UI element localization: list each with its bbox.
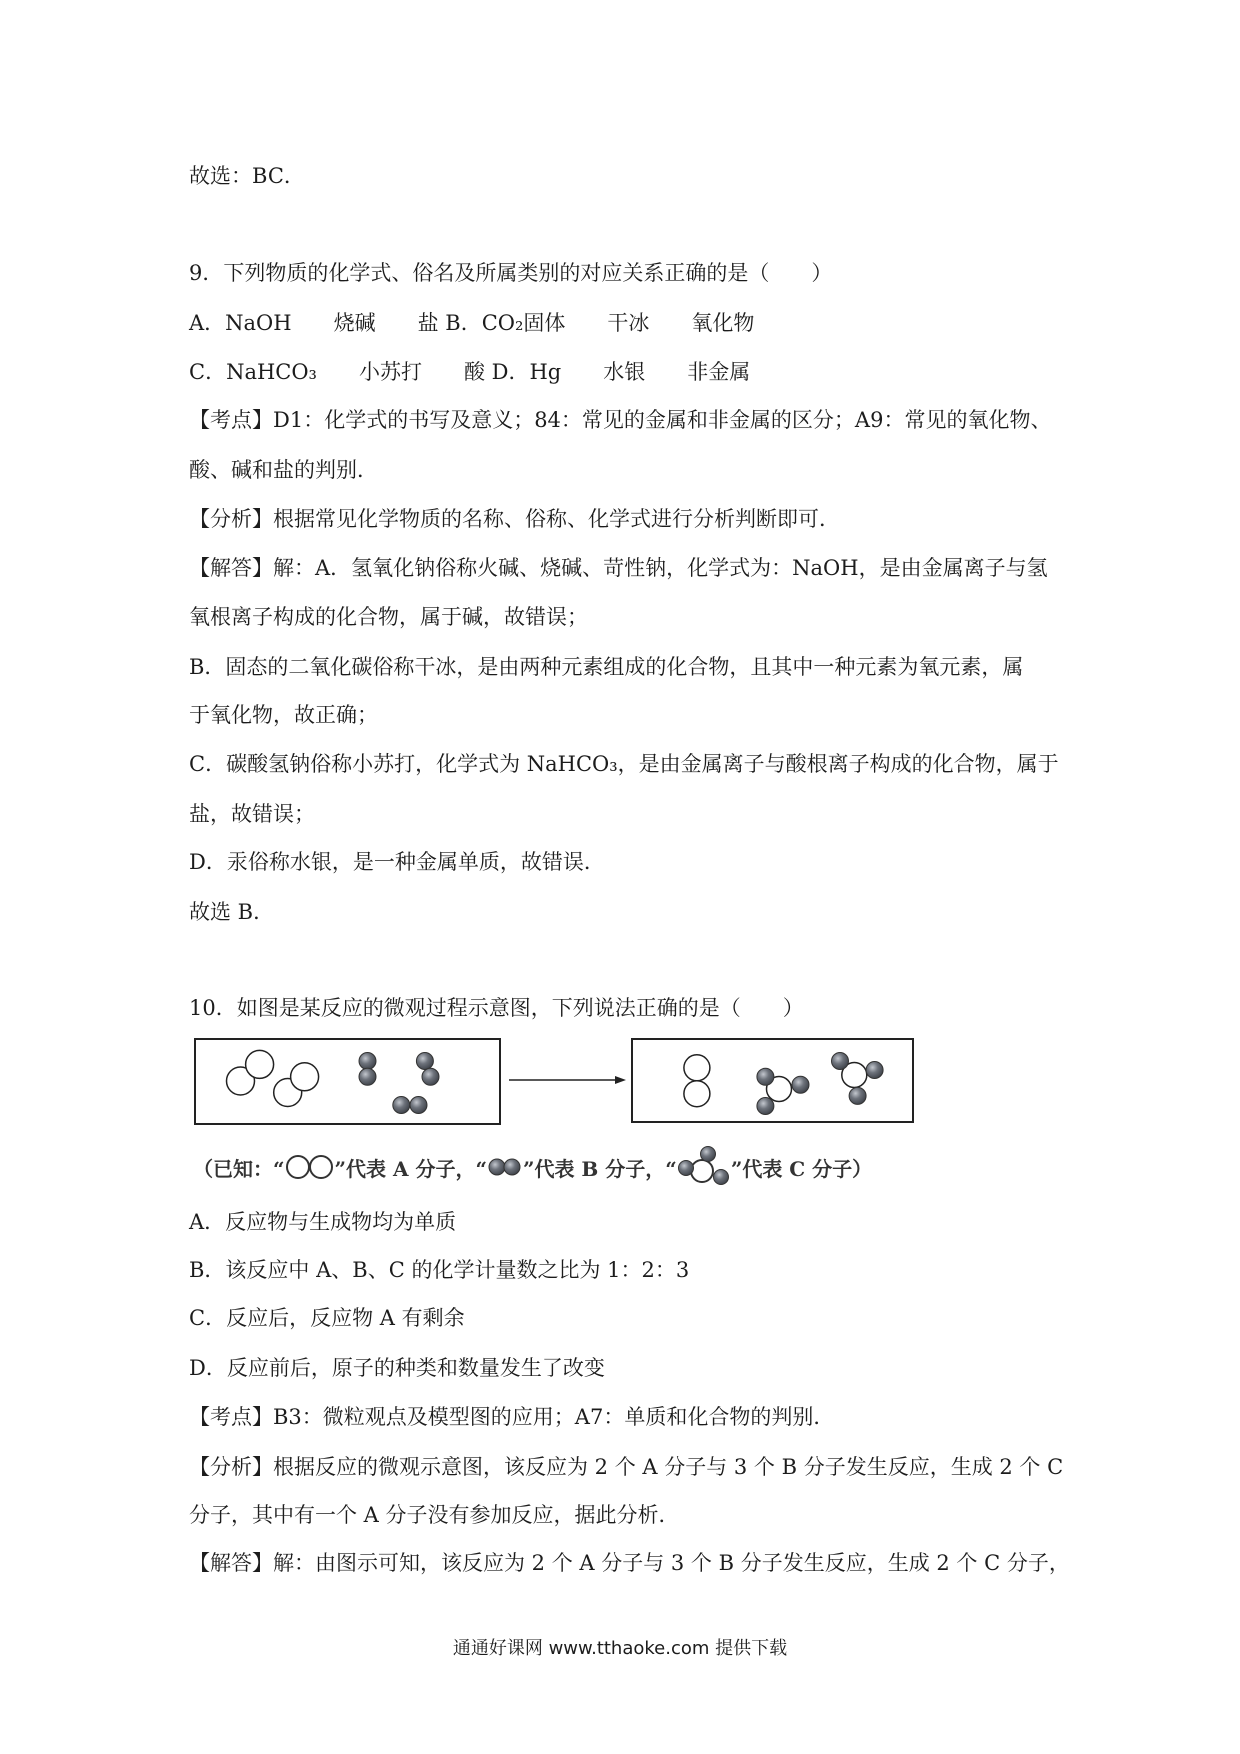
b-atom <box>393 1097 410 1114</box>
q9-kaodian-line: 【考点】D1：化学式的书写及意义；84：常见的金属和非金属的区分；A9：常见的氧化物、 <box>189 408 1052 432</box>
page-footer: 通通好课网 www.tthaoke.com 提供下载 <box>452 1638 788 1659</box>
arrow-head <box>615 1076 626 1084</box>
molecule-a-icon <box>285 1154 335 1180</box>
q10-kaodian-line: 【考点】B3：微粒观点及模型图的应用；A7：单质和化合物的判别． <box>189 1405 835 1429</box>
reaction-diagram <box>190 1035 920 1130</box>
legend-b-text: ”代表 B 分子，“ <box>522 1156 677 1181</box>
q9-jieda-line: 于氧化物，故正确； <box>189 703 378 727</box>
q10-fenxi-line: 分子，其中有一个 A 分子没有参加反应，据此分析． <box>189 1503 680 1527</box>
q9-fenxi-line: 【分析】根据常见化学物质的名称、俗称、化学式进行分析判断即可． <box>189 507 840 531</box>
q10-option: A．反应物与生成物均为单质 <box>189 1210 457 1234</box>
q10-option: C．反应后，反应物 A 有剩余 <box>189 1306 465 1330</box>
diagram-legend <box>193 1144 872 1190</box>
legend-prefix: （已知：“ <box>193 1156 285 1181</box>
q9-kaodian-line: 酸、碱和盐的判别． <box>189 458 378 482</box>
b-atom <box>410 1097 427 1114</box>
b-atom <box>359 1068 376 1085</box>
molecule-b <box>416 1053 439 1086</box>
molecule-a <box>684 1055 710 1107</box>
legend-c-text: ”代表 C 分子） <box>730 1156 873 1181</box>
q9-option-line: C．NaHCO₃ 小苏打 酸 D．Hg 水银 非金属 <box>189 360 751 384</box>
q10-fenxi-line: 【分析】根据反应的微观示意图，该反应为 2 个 A 分子与 3 个 B 分子发生反应，生成 2 个 C <box>189 1455 1064 1479</box>
a-atom <box>684 1055 710 1081</box>
c-gray-atom <box>757 1098 774 1115</box>
prev-answer: 故选：BC． <box>189 164 305 188</box>
q9-jieda-line: 【解答】解：A．氢氧化钠俗称火碱、烧碱、苛性钠，化学式为：NaOH，是由金属离子与氢 <box>189 556 1048 580</box>
q9-stem: 9．下列物质的化学式、俗名及所属类别的对应关系正确的是（ ） <box>189 261 833 285</box>
b-atom <box>422 1068 439 1085</box>
a-atom <box>246 1050 274 1078</box>
q9-jieda-line: D．汞俗称水银，是一种金属单质，故错误． <box>189 850 605 874</box>
molecule-b <box>393 1097 427 1114</box>
q9-option-line: A．NaOH 烧碱 盐 B．CO₂固体 干冰 氧化物 <box>189 311 755 335</box>
molecule-b-icon <box>487 1156 523 1178</box>
q9-jieda-line: 盐，故错误； <box>189 802 315 826</box>
legend-a-text: ”代表 A 分子，“ <box>334 1156 487 1181</box>
c-gray-atom <box>849 1087 866 1104</box>
q9-jieda-line: B．固态的二氧化碳俗称干冰，是由两种元素组成的化合物，且其中一种元素为氧元素，属 <box>189 655 1024 679</box>
molecule-c <box>757 1068 809 1114</box>
molecule-c <box>832 1053 884 1105</box>
q10-jieda-line: 【解答】解：由图示可知，该反应为 2 个 A 分子与 3 个 B 分子发生反应，生成 2 个 C 分子， <box>189 1551 1070 1575</box>
q10-option: D．反应前后，原子的种类和数量发生了改变 <box>189 1356 605 1380</box>
molecule-a <box>227 1050 274 1095</box>
molecule-c-icon <box>677 1145 731 1189</box>
a-atom <box>291 1063 319 1091</box>
c-gray-atom <box>757 1068 774 1085</box>
a-atom <box>684 1081 710 1107</box>
molecule-a <box>274 1063 319 1107</box>
q9-answer: 故选 B． <box>189 900 275 924</box>
q10-stem: 10．如图是某反应的微观过程示意图，下列说法正确的是（ ） <box>189 996 804 1020</box>
c-gray-atom <box>866 1062 883 1079</box>
molecule-b <box>359 1053 376 1086</box>
q10-option: B．该反应中 A、B、C 的化学计量数之比为 1：2：3 <box>189 1258 690 1282</box>
q9-jieda-line: C．碳酸氢钠俗称小苏打，化学式为 NaHCO₃，是由金属离子与酸根离子构成的化合物，属于 <box>189 752 1059 776</box>
c-gray-atom <box>832 1053 849 1070</box>
q9-jieda-line: 氧根离子构成的化合物，属于碱，故错误； <box>189 605 588 629</box>
b-atom <box>359 1053 376 1070</box>
b-atom <box>416 1053 433 1070</box>
c-gray-atom <box>792 1076 809 1093</box>
